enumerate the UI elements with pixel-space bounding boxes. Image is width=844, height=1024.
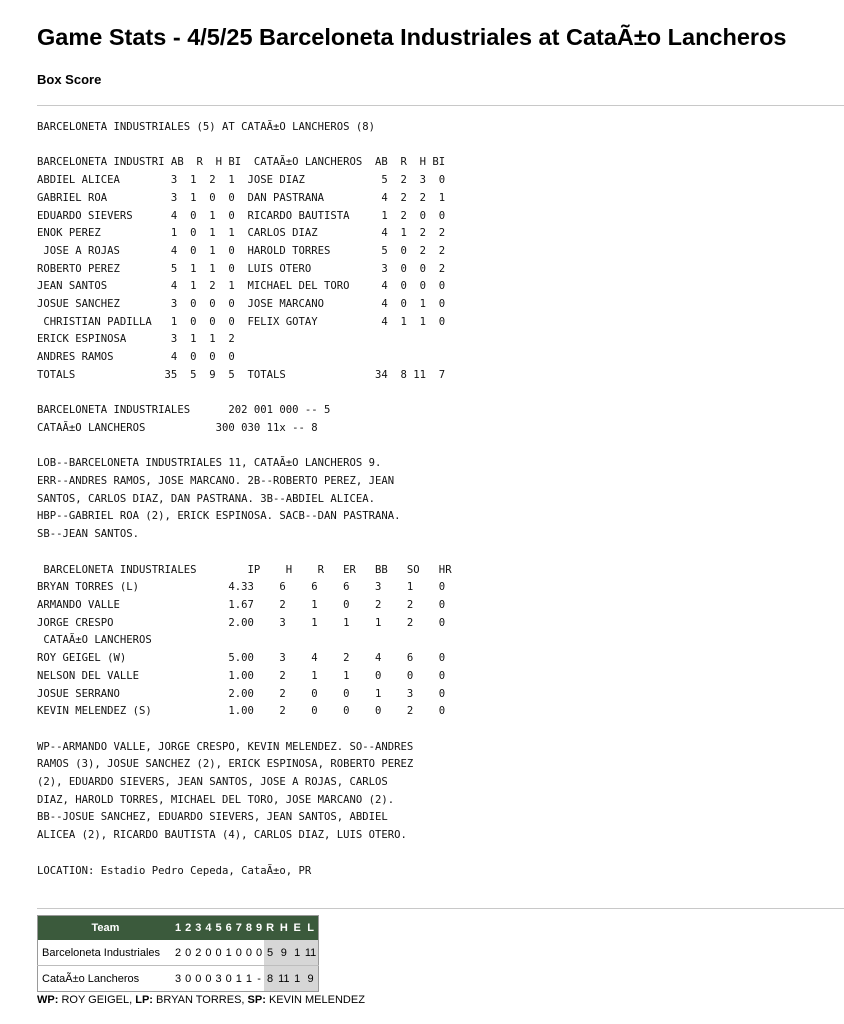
inning-score: 0 — [254, 940, 264, 966]
total-hits: 9 — [276, 940, 291, 966]
inning-score: 0 — [225, 972, 232, 985]
inning-score: 0 — [205, 972, 212, 985]
header-hits: H — [276, 916, 291, 941]
inning-score: 0 — [234, 940, 244, 966]
inning-score: 0 — [214, 940, 224, 966]
sp-label: SP: — [247, 994, 266, 1006]
total-errors: 1 — [292, 966, 303, 992]
header-team: Team — [38, 916, 174, 941]
inning-score: 3 — [175, 972, 182, 985]
header-inning: 2 — [183, 916, 193, 941]
header-inning: 7 — [234, 916, 244, 941]
box-score-text: BARCELONETA INDUSTRIALES (5) AT CATAÃ±O LANCHEROS (8) BARCELONETA INDUSTRI AB R H BI CATAÃ±O LANCHEROS AB R H BI ABDIEL ALICEA 3 1 2 1 JOSE DIAZ 5 2 3 0 GABRIEL ROA 3 1 0 0 DAN PASTRANA 4 2 2 1 EDUARDO SIEVERS 4 0 1 0 RICARDO BAUTISTA 1 2 0 0 ENOK PEREZ 1 0 1 1 CARLOS DIAZ 4 1 2 2 JOSE A ROJAS 4 0 1 0 HAROLD TORRES 5 0 2 2 ROBERTO PEREZ 5 1 1 0 LUIS OTERO 3 0 0 2 JEAN SANTOS 4 1 2 1 MICHAEL DEL TORO 4 0 0 0 JOSUE SANCHEZ 3 0 0 0 JOSE MARCANO 4 0 1 0 CHRISTIAN PADILLA 1 0 0 0 FELIX GOTAY 4 1 1 0 ERICK ESPINOSA 3 1 1 2 ANDRES RAMOS 4 0 0 0 TOTALS 35 5 9 5 TOTALS 34 8 11 7 BARCELONETA INDUSTRIALES 202 001 000 -- 5 CATAÃ±O LANCHEROS 300 030 11x -- 8 LOB--BARCELONETA INDUSTRIALES 11, CATAÃ±O LANCHEROS 9. ERR--ANDRES RAMOS, JOSE MARCANO. 2B--ROBERTO PEREZ, JEAN SANTOS, CARLOS DIAZ, DAN PASTRANA. 3B--ABDIEL ALICEA. HBP--GABRIEL ROA (2), ERICK ESPINOSA. SACB--DAN PASTRANA. SB--JEAN SANTOS. BARCELONETA INDUSTRIALES IP H R ER BB SO HR BRYAN TORRES (L) 4.33 6 6 6 3 1 0 ARMANDO VALLE 1.67 2 1 0 2 2 0 JORGE CRESPO 2.00 3 1 1 1 2 0 CATAÃ±O LANCHEROS ROY GEIGEL (W) 5.00 3 4 2 4 6 0 NELSON DEL VALLE 1.00 2 1 1 0 0 0 JOSUE SERRANO 2.00 2 0 0 1 3 0 KEVIN MELENDEZ (S) 1.00 2 0 0 0 2 0 WP--ARMANDO VALLE, JORGE CRESPO, KEVIN MELENDEZ. SO--ANDRES RAMOS (3), JOSUE SANCHEZ (2), ERICK ESPINOSA, ROBERTO PEREZ (2), EDUARDO SIEVERS, JEAN SANTOS, JOSE A ROJAS, CARLOS DIAZ, HAROLD TORRES, MICHAEL DEL TORO, JOSE MARCANO (2). BB--JOSUE SANCHEZ, EDUARDO SIEVERS, JEAN SANTOS, ABDIEL ALICEA (2), RICARDO BAUTISTA (4), CARLOS DIAZ, LUIS OTERO. LOCATION: Estadio Pedro Cepeda, CataÃ±o, PR — [37, 121, 452, 877]
pitcher-decisions: WP: ROY GEIGEL, LP: BRYAN TORRES, SP: KEVIN MELENDEZ — [37, 994, 365, 1006]
inning-score: 1 — [235, 972, 242, 985]
wp-label: WP: — [37, 994, 59, 1006]
inning-score: 2 — [193, 940, 203, 966]
header-lob: L — [303, 916, 319, 941]
total-hits: 11 — [276, 966, 291, 992]
divider — [37, 105, 844, 106]
losing-pitcher: BRYAN TORRES — [156, 994, 242, 1006]
inning-score: 2 — [173, 940, 183, 966]
linescore-row-away — [38, 940, 319, 966]
total-runs: 8 — [264, 966, 276, 992]
linescore-header-row — [38, 916, 319, 941]
team-name: Barceloneta Industriales — [38, 940, 174, 966]
page-title: Game Stats - 4/5/25 Barceloneta Industriales at CataÃ±o Lancheros — [37, 24, 787, 50]
linescore-table — [37, 915, 319, 992]
inning-score: 0 — [203, 940, 213, 966]
total-errors: 1 — [292, 940, 303, 966]
header-inning: 4 — [203, 916, 213, 941]
header-errors: E — [292, 916, 303, 941]
header-inning: 8 — [244, 916, 254, 941]
header-inning: 1 — [173, 916, 183, 941]
inning-score: 0 — [185, 972, 192, 985]
linescore-row-home — [38, 966, 319, 992]
divider — [37, 908, 844, 909]
inning-score: 3 — [215, 972, 222, 985]
inning-score: 1 — [245, 972, 252, 985]
box-score-heading: Box Score — [37, 72, 102, 87]
header-inning: 9 — [254, 916, 264, 941]
team-name: CataÃ±o Lancheros — [42, 972, 140, 985]
inning-score: 0 — [195, 972, 202, 985]
inning-score: 1 — [224, 940, 234, 966]
total-lob: 11 — [303, 940, 319, 966]
total-lob: 9 — [303, 966, 319, 992]
header-inning: 3 — [193, 916, 203, 941]
total-runs: 5 — [264, 940, 276, 966]
inning-score: - — [257, 972, 261, 985]
header-inning: 5 — [214, 916, 224, 941]
inning-score: 0 — [244, 940, 254, 966]
header-inning: 6 — [224, 916, 234, 941]
header-runs: R — [264, 916, 276, 941]
lp-label: LP: — [135, 994, 153, 1006]
winning-pitcher: ROY GEIGEL — [61, 994, 130, 1006]
save-pitcher: KEVIN MELENDEZ — [268, 994, 365, 1006]
inning-score: 0 — [183, 940, 193, 966]
